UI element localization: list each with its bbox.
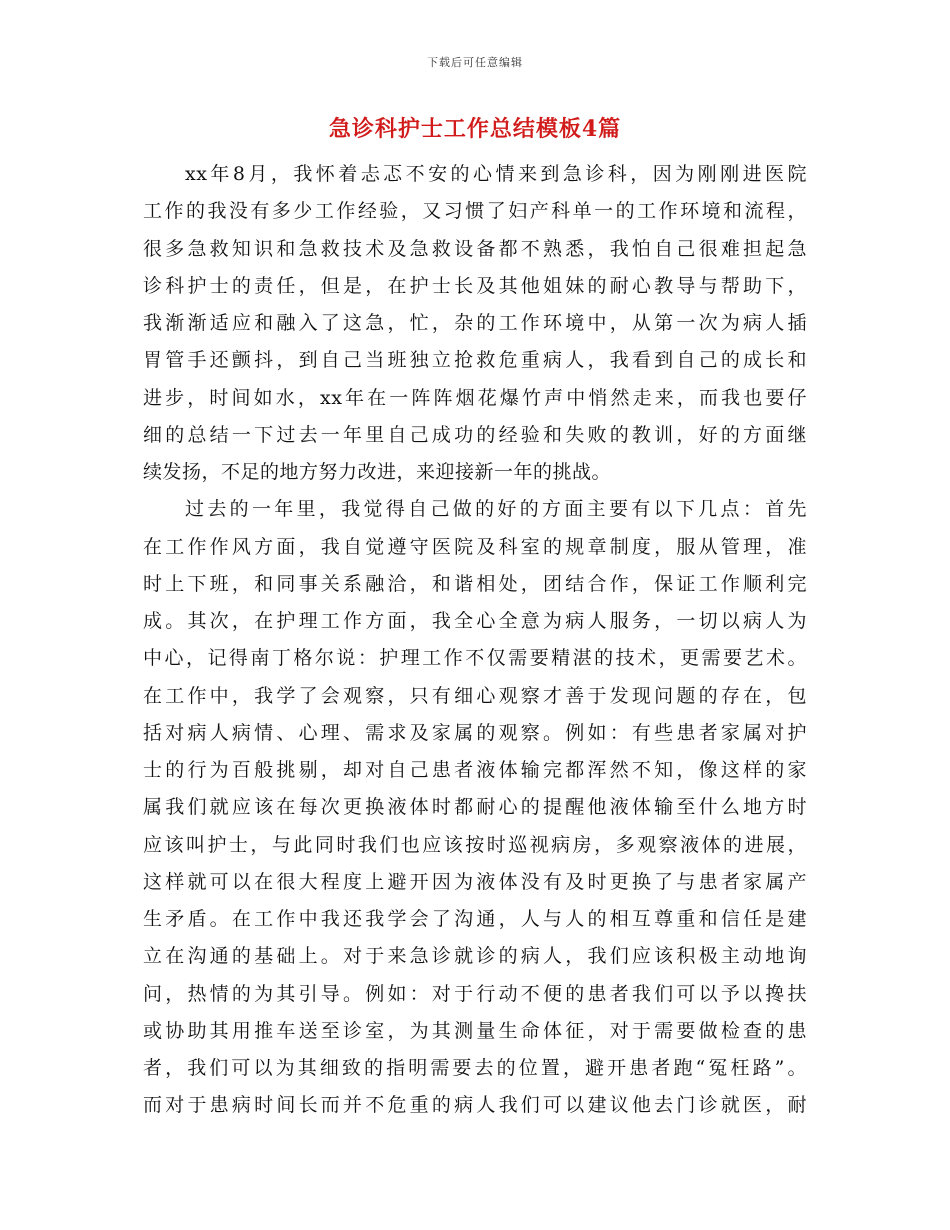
text-line: 很多急救知识和急救技术及急救设备都不熟悉，我怕自己很难担起急 — [143, 237, 807, 260]
text-line: 过去的一年里，我觉得自己做的好的方面主要有以下几点：首先 — [185, 498, 807, 521]
text-line: 应该叫护士，与此同时我们也应该按时巡视病房，多观察液体的进展， — [143, 833, 807, 856]
header-note: 下载后可任意编辑 — [427, 56, 523, 69]
text-line: 进步，时间如水，xx年在一阵阵烟花爆竹声中悄然走来，而我也要仔 — [143, 386, 807, 409]
paragraph-2 — [143, 491, 807, 1124]
text-line: 胃管手还颤抖，到自己当班独立抢救危重病人，我看到自己的成长和 — [143, 349, 807, 372]
text-line: 生矛盾。在工作中我还我学会了沟通，人与人的相互尊重和信任是建 — [143, 908, 807, 930]
text-line: 在工作作风方面，我自觉遵守医院及科室的规章制度，服从管理，准 — [143, 535, 807, 558]
text-line: 细的总结一下过去一年里自己成功的经验和失败的教训，好的方面继 — [143, 423, 807, 446]
text-line: 问，热情的为其引导。例如：对于行动不便的患者我们可以予以搀扶 — [143, 982, 807, 1005]
document-body — [143, 156, 807, 1125]
text-line: 这样就可以在很大程度上避开因为液体没有及时更换了与患者家属产 — [143, 870, 807, 893]
text-line: 括对病人病情、心理、需求及家属的观察。例如：有些患者家属对护 — [143, 721, 807, 744]
text-line: 诊科护士的责任，但是，在护士长及其他姐妹的耐心教导与帮助下， — [143, 274, 807, 297]
text-line: 工作的我没有多少工作经验，又习惯了妇产科单一的工作环境和流程， — [143, 200, 807, 223]
text-line: 成。其次，在护理工作方面，我全心全意为病人服务，一切以病人为 — [143, 610, 807, 632]
text-line: 我渐渐适应和融入了这急，忙，杂的工作环境中，从第一次为病人插 — [143, 312, 807, 334]
text-line: 而对于患病时间长而并不危重的病人我们可以建议他去门诊就医，耐 — [143, 1094, 807, 1117]
text-line: 者，我们可以为其细致的指明需要去的位置，避开患者跑“冤枉路”。 — [143, 1057, 807, 1079]
text-line: 士的行为百般挑剔，却对自己患者液体输完都浑然不知，像这样的家 — [143, 759, 807, 781]
text-line: 续发扬，不足的地方努力改进，来迎接新一年的挑战。 — [143, 461, 612, 483]
text-line: 或协助其用推车送至诊室，为其测量生命体征，对于需要做检查的患 — [143, 1019, 807, 1042]
text-line: 在工作中，我学了会观察，只有细心观察才善于发现问题的存在，包 — [143, 684, 807, 707]
text-line: 时上下班，和同事关系融洽，和谐相处，团结合作，保证工作顺利完 — [143, 572, 807, 595]
document-title: 急诊科护士工作总结模板4篇 — [328, 116, 622, 142]
text-line: 属我们就应该在每次更换液体时都耐心的提醒他液体输至什么地方时 — [143, 796, 807, 819]
text-line: 中心，记得南丁格尔说：护理工作不仅需要精湛的技术，更需要艺术。 — [143, 647, 807, 670]
text-line: xx年8月，我怀着忐忑不安的心情来到急诊科，因为刚刚进医院 — [185, 163, 807, 185]
text-line: 立在沟通的基础上。对于来急诊就诊的病人，我们应该积极主动地询 — [143, 945, 807, 968]
paragraph-1 — [143, 156, 807, 491]
